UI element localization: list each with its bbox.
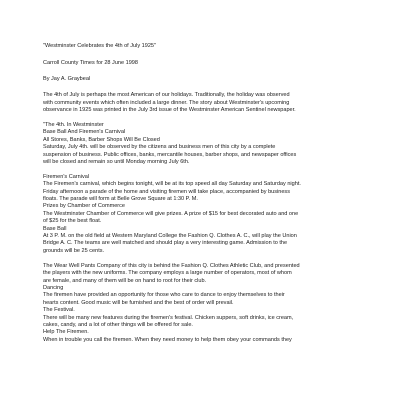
text-line: floats. The parade will form at Belle Grove Square at 1:30 P. M.	[43, 196, 198, 203]
section-heading: Firemen's Carnival	[43, 173, 90, 180]
text-line: observance in 1925 was printed in the July 3rd issue of the Westminster American Sentinel newspaper.	[43, 106, 296, 113]
text-line: At 3 P. M. on the old field at Western Maryland College the Fashion Q. Clothes A. C., will play the Union	[43, 233, 297, 239]
section-heading: "The 4th. In Westminster	[43, 121, 104, 128]
text-line: Saturday, July 4th. will be observed by the citizens and business men of this city by a complete	[43, 144, 276, 151]
wear-well-block	[43, 263, 373, 344]
text-line: The firemen have provided an opportunity for those who care to dance to enjoy themselves to their	[43, 292, 285, 299]
text-line: The Westminster Chamber of Commerce will give prizes. A prize of $15 for best decorated auto and one	[43, 210, 299, 217]
section-heading: Help The Firemen.	[43, 329, 89, 336]
text-line: the players with the new uniforms. The company employs a large number of operators, most of whom	[43, 270, 292, 277]
section-heading: Prizes by Chamber of Commerce	[43, 203, 125, 210]
text-line: hearts content. Good music will be furnished and the best of order will prevail.	[43, 299, 234, 306]
carnival-block	[43, 174, 373, 255]
intro-paragraph	[43, 92, 373, 114]
text-line: will be closed and remain so until Monday morning July 6th.	[43, 158, 190, 165]
article-source: Carroll County Times for 28 June 1998	[43, 60, 138, 67]
quote-block	[43, 122, 373, 166]
section-heading: All Stores, Banks, Barber Shops Will Be Closed	[43, 136, 160, 143]
text-line: Friday afternoon a parade of the home and visiting firemen will take place, accompanied by business	[43, 188, 290, 195]
text-line: grounds will be 25 cents.	[43, 247, 105, 254]
article-title: "Westminster Celebrates the 4th of July 1925"	[43, 43, 156, 49]
article-body	[43, 43, 373, 344]
section-heading: The Festival.	[43, 307, 75, 314]
text-line: When in trouble you call the firemen. When they need money to help them obey your commands they	[43, 336, 292, 343]
text-line: The Firemen's carnival, which begins tonight, will be at its top speed all day Saturday and Saturday night.	[43, 181, 301, 188]
text-line: suspension of business. Public offices, banks, mercantile houses, barber shops, and newspaper offices	[43, 151, 297, 158]
text-line: Bridge A. C. The teams are well matched and should play a very interesting game. Admission to the	[43, 240, 288, 247]
section-heading: Base Ball	[43, 225, 67, 232]
section-heading: Dancing	[43, 284, 64, 291]
text-line: cakes, candy, and a lot of other things will be offered for sale.	[43, 321, 193, 328]
text-line: with community events which often included a large dinner. The story about Westminster's upcoming	[43, 99, 290, 106]
text-line: of $25 for the best float.	[43, 218, 102, 225]
text-line: are female, and many of them will be on hand to root for their club.	[43, 277, 207, 284]
article-byline: By Jay A. Graybeal	[43, 76, 91, 83]
text-line: The Wear Well Pants Company of this city is behind the Fashion Q. Clothes Athletic Club, and presented	[43, 262, 300, 269]
text-line: There will be many new features during the firemen's festival. Chicken suppers, soft drinks, ice cream,	[43, 314, 294, 321]
text-line: The 4th of July is perhaps the most American of our holidays. Traditionally, the holiday was observed	[43, 92, 290, 99]
section-heading: Base Ball And Firemen's Carnival	[43, 129, 126, 136]
